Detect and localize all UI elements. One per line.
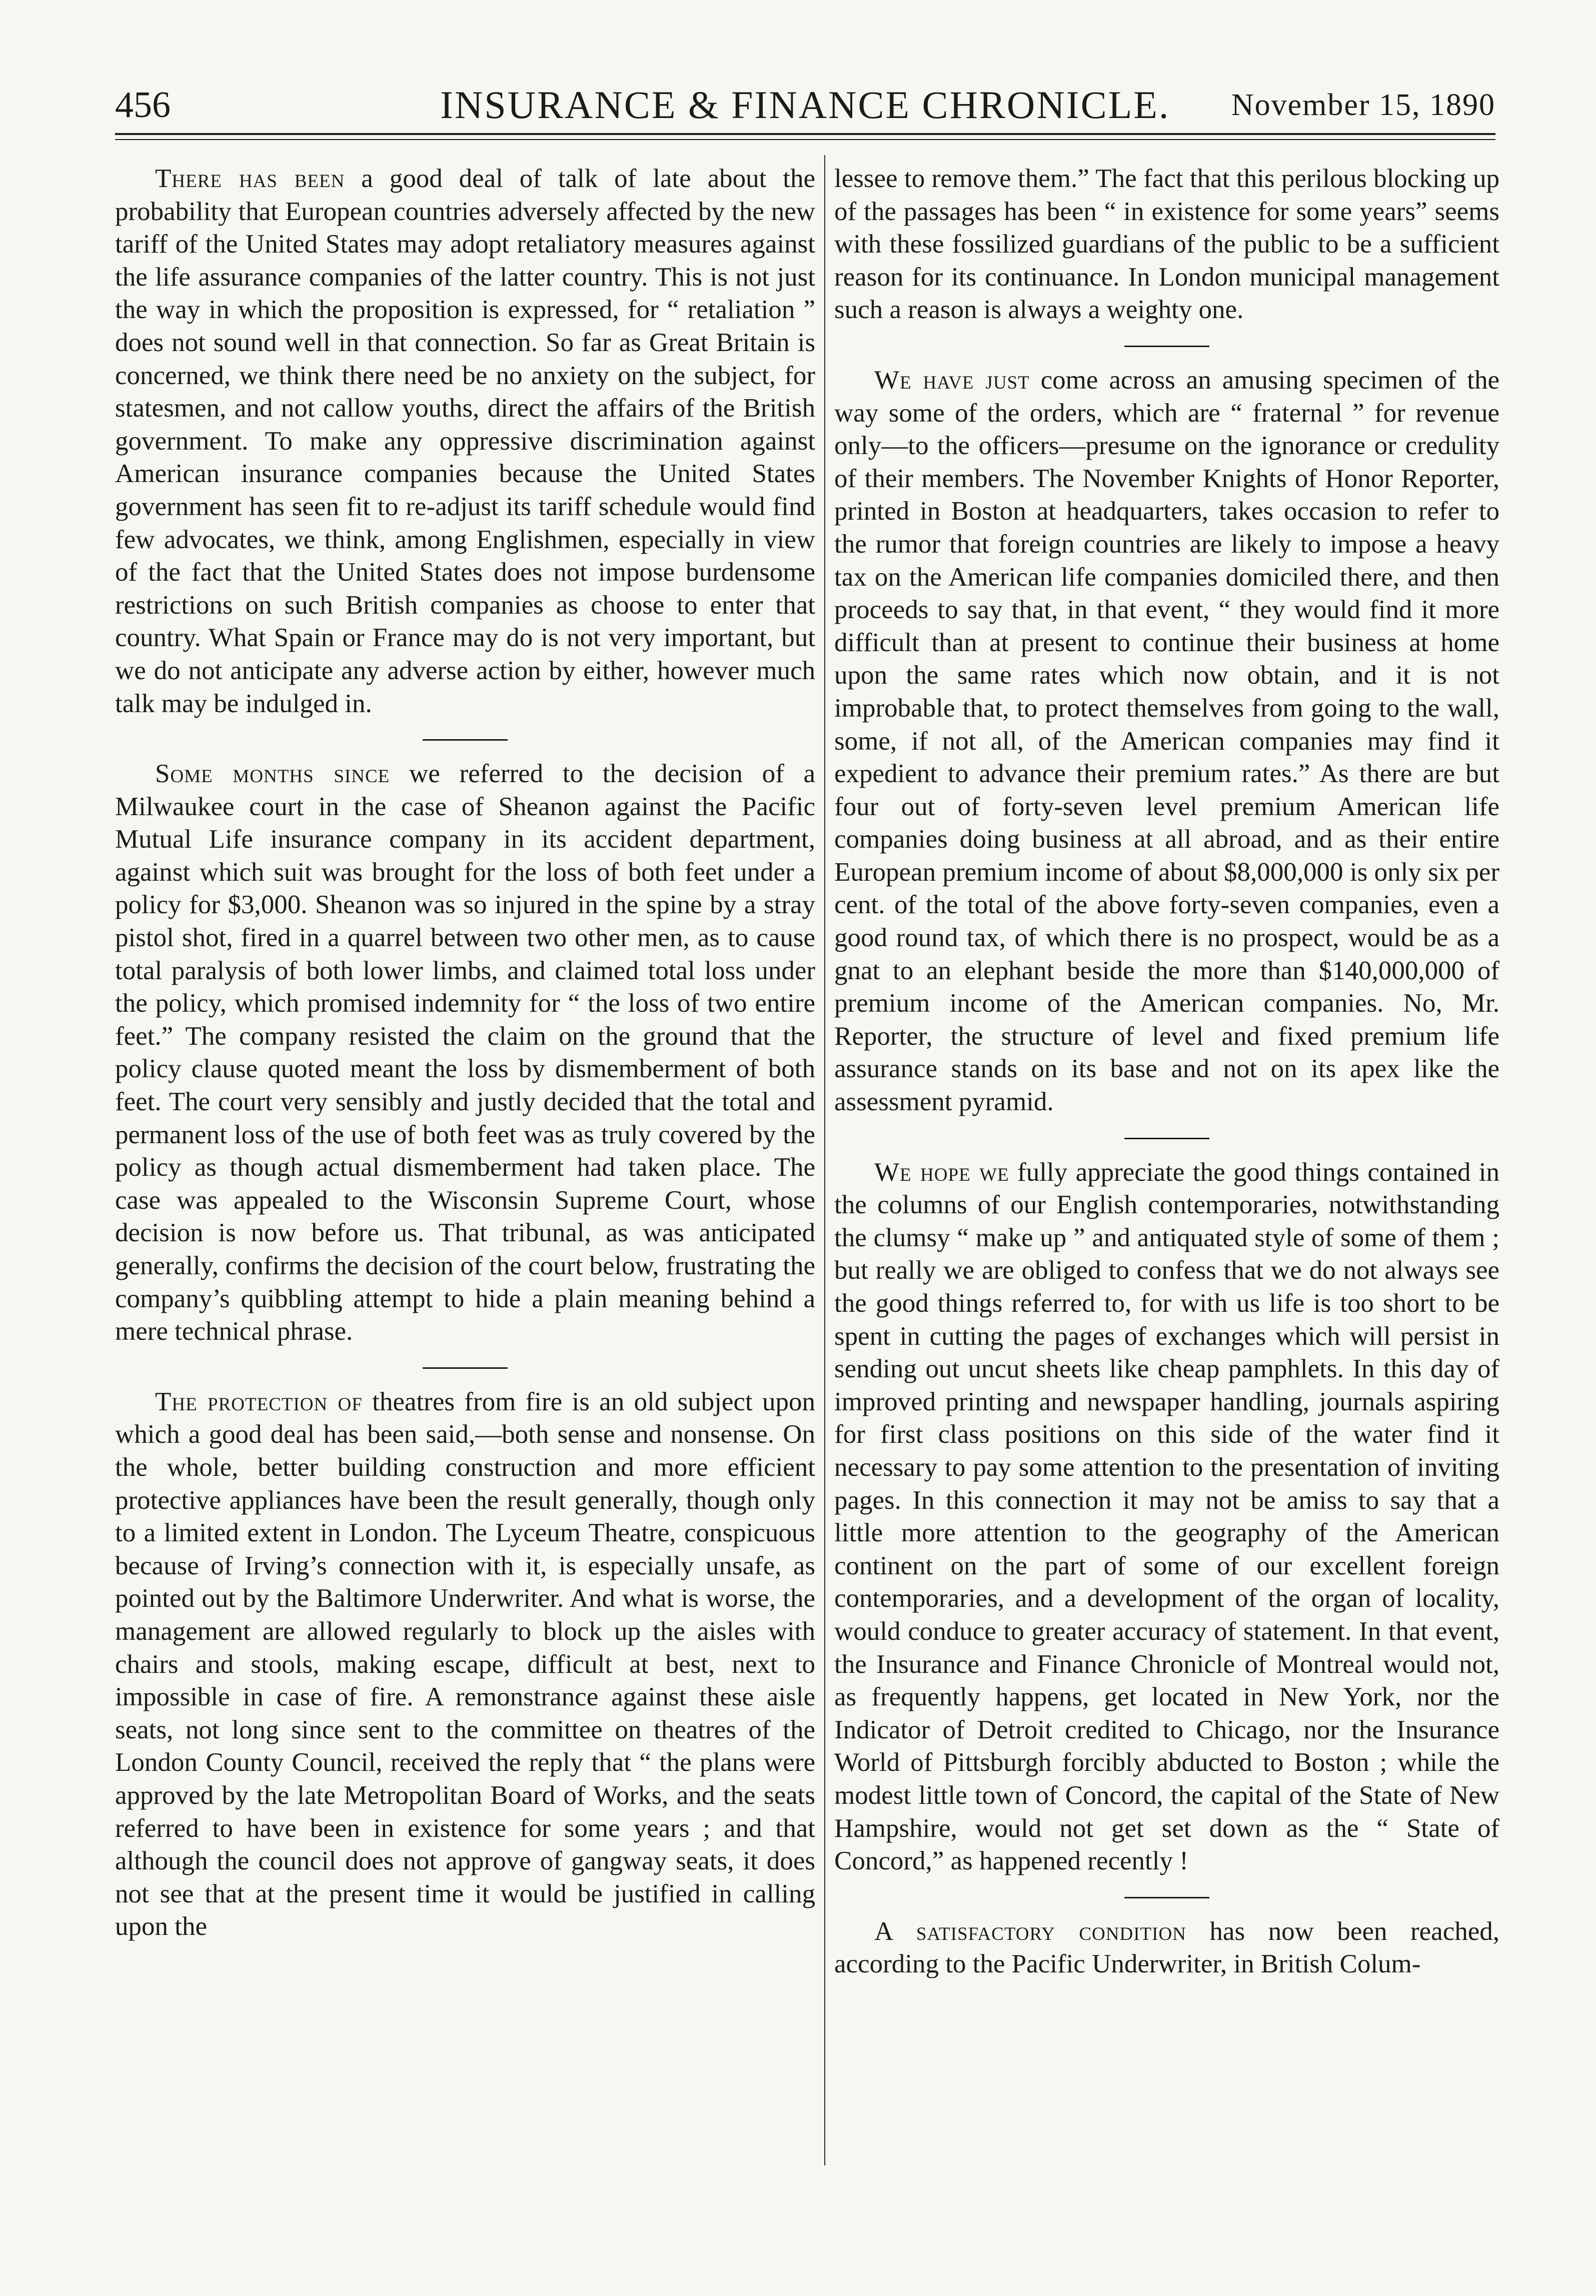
article-paragraph [115,1386,815,1943]
issue-date: November 15, 1890 [1231,88,1495,122]
section-separator [1124,346,1209,347]
page-header [115,75,1495,135]
paragraph-lead: The protection of [155,1387,363,1416]
article-paragraph [834,364,1499,1119]
paragraph-lead: There has been [155,164,345,193]
article-paragraph [834,1915,1499,1981]
article-paragraph [115,163,815,720]
article-paragraph [834,163,1499,327]
section-separator [1124,1897,1209,1898]
page-number: 456 [115,85,171,126]
paragraph-lead: A satisfactory condition [874,1916,1186,1946]
header-rule [115,133,1495,140]
article-paragraph [115,758,815,1348]
paragraph-text: lessee to remove them.” The fact that this perilous blocking up of the passages has been “ in existence for some years” seems with these fossilized guardians of the public to be a sufficient reason for its continuance. In London municipal management such a reason is always a weighty one. [834,164,1499,325]
right-column [834,163,1499,1981]
section-separator [423,1367,508,1369]
paragraph-text: has now been reached, according to the Pacific Underwriter, in British Colum- [834,1916,1500,1979]
column-divider [824,155,825,2165]
paragraph-text: come across an amusing specimen of the way some of the orders, which are “ fraternal ” for revenue only—to the officers—presume on the ignorance or credulity of their members. The November Knights of Honor Reporter, printed in Boston at headquarters, takes occasion to refer to the rumor that foreign countries are likely to impose a heavy tax on the American life companies domiciled there, and then proceeds to say that, in that event, “ they would find it more difficult than at present to continue their business at home upon the same rates which now obtain, and it is not improbable that, to protect themselves from going to the wall, some, if not all, of the American companies may find it expedient to advance their premium rates.” As there are but four out of forty-seven level premium American life companies doing business at all abroad, and as their entire European premium income of about $8,000,000 is only six per cent. of the total of the above forty-seven companies, even a good round tax, of which there is no prospect, would be as a gnat to an elephant beside the more than $140,000,000 of premium income of the American companies. No, Mr. Reporter, the structure of level and fixed premium life assurance stands on its base and not on its apex like the assessment pyramid. [834,365,1500,1117]
paragraph-text: theatres from fire is an old subject upon which a good deal has been said,—both sense and nonsense. On the whole, better building construction and more efficient protective appliances have been the result generally, though only to a limited extent in London. The Lyceum Theatre, conspicuous because of Irving’s connection with it, is especially unsafe, as pointed out by the Baltimore Underwriter. And what is worse, the management are allowed regularly to block up the aisles with chairs and stools, making escape, difficult at best, next to impossible in case of fire. A remonstrance against these aisle seats, not long since sent to the committee on theatres of the London County Council, received the reply that “ the plans were approved by the late Metropolitan Board of Works, and the seats referred to have been in existence for some years ; and that although the council does not approve of gangway seats, it does not see that at the present time it would be justified in calling upon the [115,1387,816,1941]
paragraph-text: a good deal of talk of late about the probability that European countries adversely affected by the new tariff of the United States may adopt retaliatory measures against the life assurance companies of the latter country. This is not just the way in which the proposition is expressed, for “ retaliation ” does not sound well in that connection. So far as Great Britain is concerned, we think there need be no anxiety on the subject, for statesmen, and not callow youths, direct the affairs of the British government. To make any oppressive discrimination against American insurance companies because the United States government has seen fit to re-adjust its tariff schedule would find few advocates, we think, among Englishmen, especially in view of the fact that the United States does not impose burdensome restrictions on such British companies as choose to enter that country. What Spain or France may do is not very important, but we do not anticipate any adverse action by either, however much talk may be indulged in. [115,164,815,718]
journal-title: INSURANCE & FINANCE CHRONICLE. [440,83,1170,127]
paragraph-text: fully appreciate the good things contained in the columns of our English contemporaries, notwithstanding the clumsy “ make up ” and antiquated style of some of them ; but really we are obliged to confess that we do not always see the good things referred to, for with us life is too short to be spent in cutting the pages of exchanges which will persist in sending out uncut sheets like cheap pamphlets. In this day of improved printing and newspaper handling, journals aspiring for first class positions on this side of the water find it necessary to pay some attention to the presentation of inviting pages. In this connection it may not be amiss to say that a little more attention to the geography of the American continent on the part of some of our excellent foreign contemporaries, and a development of the organ of locality, would conduce to greater accuracy of statement. In that event, the Insurance and Finance Chronicle of Montreal would not, as frequently happens, get located in New York, nor the Indicator of Detroit credited to Chicago, nor the Insurance World of Pittsburgh forcibly abducted to Boston ; while the modest little town of Concord, the capital of the State of New Hampshire, would not get set down as the “ State of Concord,” as happened recently ! [834,1157,1499,1876]
paragraph-lead: We hope we [874,1157,1009,1187]
left-column [115,163,815,1943]
section-separator [1124,1138,1209,1139]
paragraph-lead: We have just [874,365,1030,395]
paragraph-lead: Some months since [155,759,390,789]
section-separator [423,739,508,741]
article-paragraph [834,1156,1499,1878]
paragraph-text: we referred to the decision of a Milwaukee court in the case of Sheanon against the Pacific Mutual Life insurance company in its accident department, against which suit was brought for the loss of both feet under a policy for $3,000. Sheanon was so injured in the spine by a stray pistol shot, fired in a quarrel between two other men, as to cause total paralysis of both lower limbs, and claimed total loss under the policy, which promised indemnity for “ the loss of two entire feet.” The company resisted the claim on the ground that the policy clause quoted meant the loss by dismemberment of both feet. The court very sensibly and justly decided that the total and permanent loss of the use of both feet was as truly covered by the policy as though actual dismemberment had taken place. The case was appealed to the Wisconsin Supreme Court, whose decision is now before us. That tribunal, as was anticipated generally, confirms the decision of the court below, frustrating the company’s quibbling attempt to hide a plain meaning behind a mere technical phrase. [115,759,815,1346]
